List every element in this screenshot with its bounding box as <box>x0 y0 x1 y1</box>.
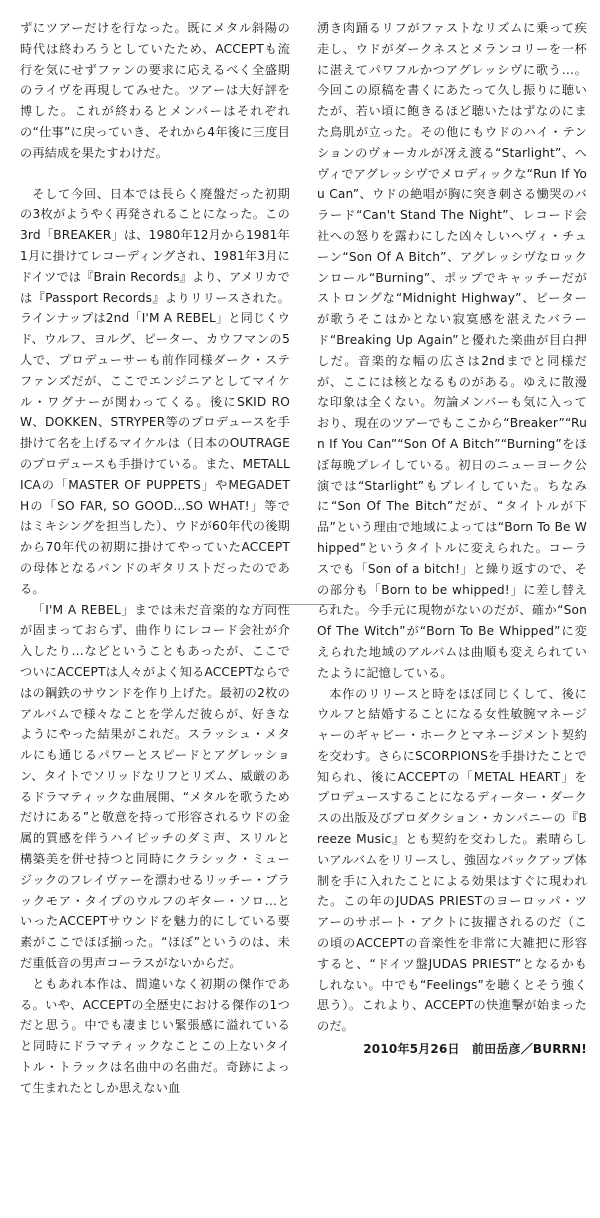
paragraph-tour-reunion: ずにツアーだけを行なった。既にメタル斜陽の時代は終わろうとしていたため、ACCEPTも流行を気にせずファンの要求に応えるべく全盛期のライヴを再現してみせた。ツアーは大好評を博した。これが終わるとメンバーはそれぞれの“仕事”に戻っていき、それから4年後に三度目の再結成を果たすわけだ。 <box>20 21 290 160</box>
paragraph-accept-sound: 「I'M A REBEL」までは未だ音楽的な方向性が固まっておらず、曲作りにレコード会社が介入したり…などということもあったが、ここでついにACCEPTは人々がよく知るACCEPTならではの鋼鉄のサウンドを作り上げた。最初の2枚のアルバムで様々なことを学んだ彼らが、好きなようにやった結果がこれだ。スラッシュ・メタルにも通じるパワーとスピードとアグレッション、タイトでソリッドなリフとリズム、威厳のあるドラマティックな曲展開、“メタルを歌うためだけにある”と敬意を持って形容されるウドの金属的質感を伴うハイピッチのダミ声、スリルと構築美を併せ持つと同時にクラシック・ミュージックのフレイヴァーを漂わせるリッチー・ブラックモア・タイプのウルフのギター・ソロ…といったACCEPTサウンドを魅力的にしている要素がここでほぼ揃った。“ほぼ”というのは、未だ重低音の男声コーラスがないからだ。 <box>20 602 290 971</box>
article-column-right <box>317 18 587 1060</box>
paragraph-gap <box>20 164 290 184</box>
paragraph-masterpiece: ともあれ本作は、間違いなく初期の傑作である。いや、ACCEPTの全歴史における傑作の1つだと思う。中でも凄まじい緊張感に溢れていると同時にドラマティックなことこの上ないタイトル・トラックは名曲中の名曲だ。奇跡によって生まれたとしか思えない血 <box>20 976 290 1095</box>
article-column-left <box>20 18 290 1099</box>
article-signature: 2010年5月26日 前田岳彦／BURRN! <box>363 1042 587 1057</box>
paragraph-management-contract: 本作のリリースと時をほぼ同じくして、後にウルフと結婚することになる女性敏腕マネージャーのギャビー・ホークとマネージメント契約を交わす。さらにSCORPIONSを手掛けたことで知られ、後にACCEPTの「METAL HEART」をプロデュースすることになるディーター・ダークスの出版及びプロダクション・カンパニーの『Breeze Music』とも契約を交わした。素晴らしいアルバムをリリースし、強固なバックアップ体制を手に入れたことによる効果はすぐに現われた。この年のJUDAS PRIESTのヨーロッパ・ツアーのサポート・アクトに抜擢されるのだ（この頃のACCEPTの音楽性を非常に大雑把に形容すると、“ドイツ盤JUDAS PRIEST”となるかもしれない。中でも“Feelings”を聴くとそう強く思う）。これより、ACCEPTの快進撃が始まったのだ。 <box>317 686 587 1034</box>
paragraph-reissue-breaker: そして今回、日本では長らく廃盤だった初期の3枚がようやく再発されることになった。この3rd「BREAKER」は、1980年12月から1981年1月に掛けてレコーディングされ、1981年3月にドイツでは『Brain Records』より、アメリカでは『Passport Records』よりリリースされた。ラインナップは2nd「I'M A REBEL」と同じくウド、ウルフ、ヨルグ、ピーター、カウフマンの5人で、プロデューサーも前作同様ダーク・ステファンズだが、ここでエンジニアとしてマイケル・ワグナーが関わってくる。後にSKID ROW、DOKKEN、STRYPER等のプロデュースを手掛けて名を上げるマイケルは（日本のOUTRAGEのプロデュースも手掛けている。また、METALLICAの「MASTER OF PUPPETS」やMEGADETHの「SO FAR, SO GOOD...SO WHAT!」等ではミキシングを担当した）、ウドが60年代の後期から70年代の初期に掛けてやっていたACCEPTの母体となるバンドのギタリストだったのである。 <box>20 186 290 596</box>
paragraph-track-highlights: 湧き肉踊るリフがファストなリズムに乗って疾走し、ウドがダークネスとメランコリーを一杯に湛えてパワフルかつアグレッシヴに歌う…。今回この原稿を書くにあたって久し振りに聴いたが、若い頃に飽きるほど聴いたはずなのにまた鳥肌が立った。その他にもウドのハイ・テンションのヴォーカルが冴え渡る“Starlight”、ヘヴィでアグレッシヴでメロディックな“Run If You Can”、ウドの絶唱が胸に突き刺さる慟哭のバラード“Can't Stand The Night”、レコード会社への怒りを露わにした凶々しいヘヴィ・チューン“Son Of A Bitch”、アグレッシヴなロックンロール“Burning”、ポップでキャッチーだがストロングな“Midnight Highway”、ピーターが歌うそこはかとない寂寞感を湛えたバラード“Breaking Up Again”と優れた楽曲が目白押しだ。音楽的な幅の広さは2ndまでと同様だが、ここには核となるものがある。ゆえに散漫な印象は全くない。勿論メンバーも気に入っており、現在のツアーでもここから“Breaker”“Run If You Can”“Son Of A Bitch”“Burning”をほぼ毎晩プレイしている。初日のニューヨーク公演では“Starlight”もプレイしていた。ちなみに“Son Of The Bitch”だが、“タイトルが下品”という理由で地域によっては“Born To Be Whipped”というタイトルに変えられた。コーラスでも「Son of a bitch!」と繰り返すので、その部分も「Born to be whipped!」に差し替えられた。今手元に現物がないのだが、確か“Son Of The Witch”が“Born To Be Whipped”に変えられた地域のアルバムは曲順も変えられていたように記憶している。 <box>317 21 587 680</box>
